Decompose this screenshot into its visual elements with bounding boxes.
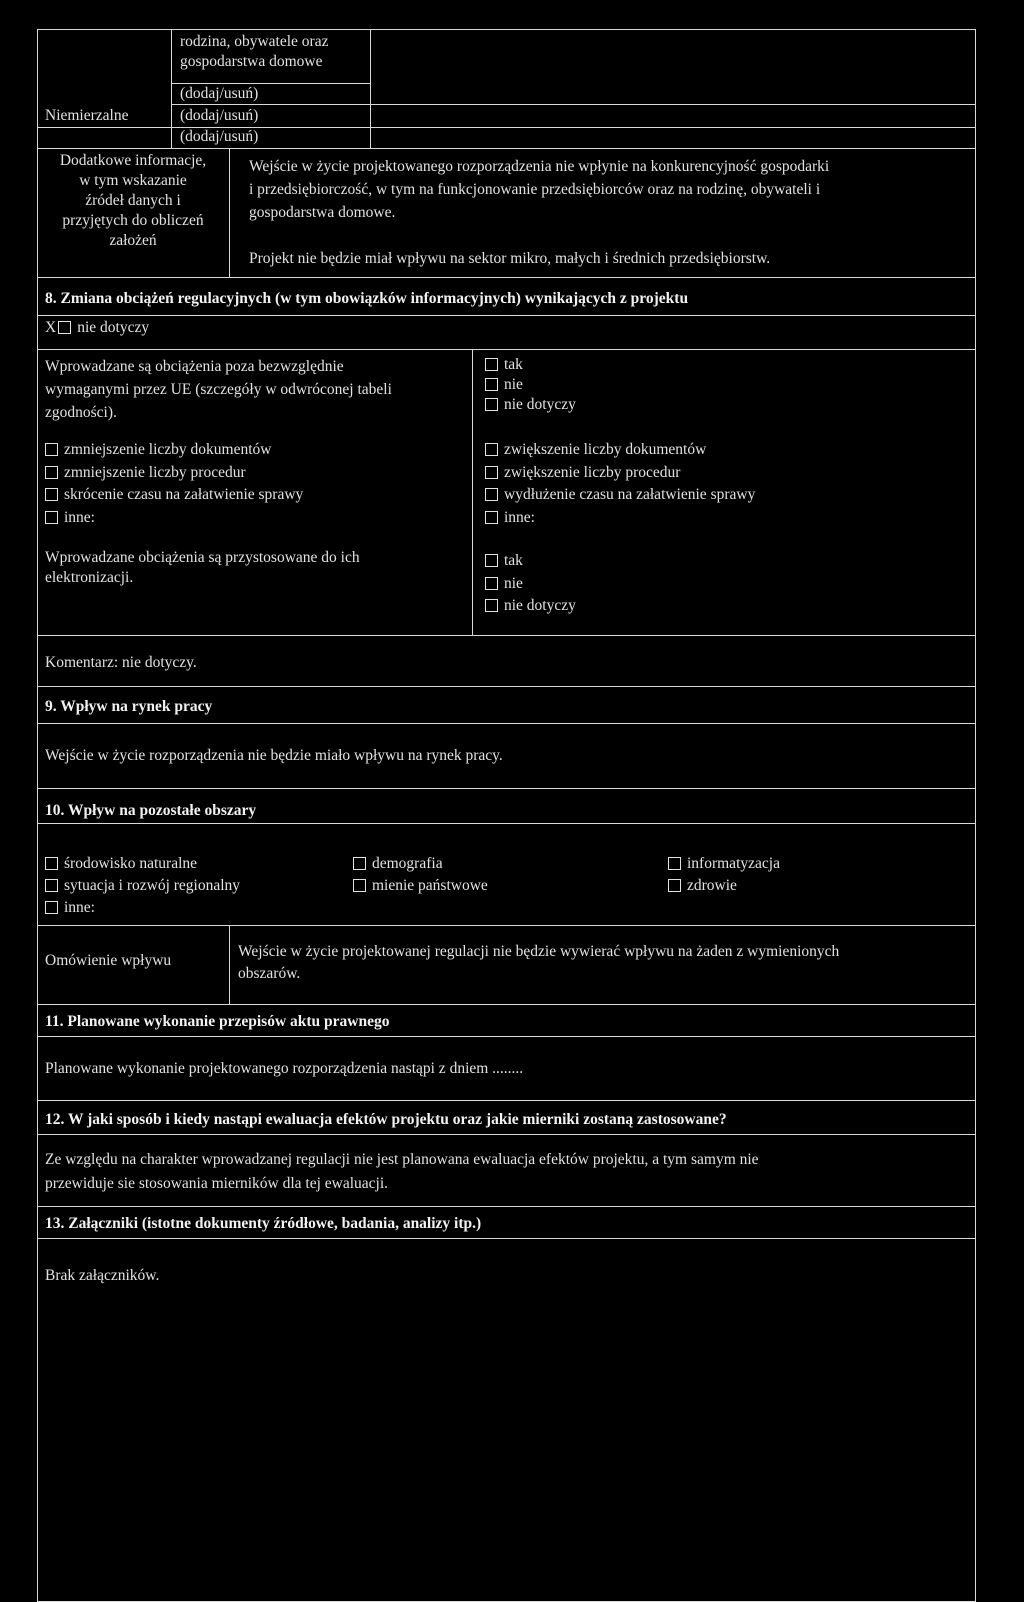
option-reduce-procedures[interactable]: zmniejszenie liczby procedur — [45, 462, 303, 485]
category-family-cell — [180, 32, 328, 72]
category-line: rodzina, obywatele oraz — [180, 33, 329, 50]
checkbox-icon[interactable] — [485, 443, 498, 456]
checkbox-icon[interactable] — [485, 599, 498, 612]
q2-question: Wprowadzane obciążenia są przystosowane do ich elektronizacji. — [45, 549, 360, 586]
checkbox-icon[interactable] — [45, 443, 58, 456]
not-applicable-option[interactable] — [45, 318, 149, 338]
option-nie-dotyczy[interactable]: nie dotyczy — [485, 395, 576, 415]
checkbox-icon[interactable] — [353, 879, 366, 892]
section-11-heading: 11. Planowane wykonanie przepisów aktu prawnego — [45, 1013, 390, 1030]
section-9-heading: 9. Wpływ na rynek pracy — [45, 698, 213, 715]
checkbox-icon[interactable] — [45, 879, 58, 892]
option-increase-procedures[interactable]: zwiększenie liczby procedur — [485, 462, 755, 485]
checkbox-icon[interactable] — [58, 321, 71, 334]
checkbox-icon[interactable] — [45, 857, 58, 870]
areas-column-1 — [45, 853, 240, 919]
sme-impact-text: Projekt nie będzie miał wpływu na sektor mikro, małych i średnich przedsiębiorstw. — [249, 250, 771, 267]
q2-options — [485, 550, 576, 618]
checkbox-icon[interactable] — [485, 511, 498, 524]
option-other[interactable]: inne: — [485, 507, 755, 530]
comment-text: Komentarz: nie dotyczy. — [45, 654, 197, 671]
checkbox-icon[interactable] — [353, 857, 366, 870]
checkbox-icon[interactable] — [668, 879, 681, 892]
increase-options — [485, 439, 755, 529]
impact-text: Wejście w życie projektowanej regulacji nie będzie wywierać wpływu na żaden z wymienionych obszarów. — [238, 943, 840, 982]
option-state-property[interactable]: mienie państwowe — [353, 875, 488, 897]
add-remove-link[interactable]: (dodaj/usuń) — [180, 128, 259, 145]
labor-market-text: Wejście w życie rozporządzenia nie będzie miało wpływu na rynek pracy. — [45, 747, 503, 764]
niemierzalne-label: Niemierzalne — [45, 107, 129, 124]
category-line: gospodarstwa domowe — [180, 53, 323, 70]
checkbox-icon[interactable] — [485, 554, 498, 567]
option-health[interactable]: zdrowie — [668, 875, 780, 897]
option-regional[interactable]: sytuacja i rozwój regionalny — [45, 875, 240, 897]
option-nie-dotyczy[interactable]: nie dotyczy — [485, 595, 576, 618]
impact-label: Omówienie wpływu — [45, 952, 172, 969]
checkbox-icon[interactable] — [45, 511, 58, 524]
section-13-heading: 13. Załączniki (istotne dokumenty źródłowe, badania, analizy itp.) — [45, 1215, 482, 1232]
option-nie[interactable]: nie — [485, 375, 576, 395]
checkbox-icon[interactable] — [485, 488, 498, 501]
q1-question: Wprowadzane są obciążenia poza bezwzględnie wymaganymi przez UE (szczegóły w odwróconej tabeli zgodności). — [45, 358, 392, 421]
option-nie[interactable]: nie — [485, 573, 576, 596]
checkbox-icon[interactable] — [485, 358, 498, 371]
areas-column-3 — [668, 853, 780, 897]
section-12-heading: 12. W jaki sposób i kiedy nastąpi ewaluacja efektów projektu oraz jakie mierniki zostaną zastosowane? — [45, 1111, 727, 1128]
reduce-options — [45, 439, 303, 529]
option-demography[interactable]: demografia — [353, 853, 488, 875]
areas-column-2 — [353, 853, 488, 897]
x-mark: X — [45, 319, 57, 336]
option-it[interactable]: informatyzacja — [668, 853, 780, 875]
option-tak[interactable]: tak — [485, 550, 576, 573]
checkbox-icon[interactable] — [668, 857, 681, 870]
checkbox-icon[interactable] — [485, 466, 498, 479]
option-reduce-docs[interactable]: zmniejszenie liczby dokumentów — [45, 439, 303, 462]
additional-info-text: Wejście w życie projektowanego rozporządzenia nie wpłynie na konkurencyjność gospodarki i przedsiębiorczość, w tym na funkcjonowanie przedsiębiorców oraz na rodzinę, obywateli i gospodarstwa domowe. — [249, 158, 830, 221]
option-environment[interactable]: środowisko naturalne — [45, 853, 240, 875]
option-shorten-time[interactable]: skrócenie czasu na załatwienie sprawy — [45, 484, 303, 507]
checkbox-icon[interactable] — [45, 901, 58, 914]
checkbox-icon[interactable] — [45, 466, 58, 479]
checkbox-icon[interactable] — [485, 378, 498, 391]
option-extend-time[interactable]: wydłużenie czasu na załatwienie sprawy — [485, 484, 755, 507]
attachments-text: Brak załączników. — [45, 1267, 160, 1284]
section-10-heading: 10. Wpływ na pozostałe obszary — [45, 802, 257, 819]
option-tak[interactable]: tak — [485, 355, 576, 375]
not-applicable-label: nie dotyczy — [77, 319, 150, 336]
evaluation-text: Ze względu na charakter wprowadzanej regulacji nie jest planowana ewaluacja efektów projektu, a tym samym nie przewiduje sie stosowania mierników dla tej ewaluacji. — [45, 1151, 759, 1192]
section-8-heading: 8. Zmiana obciążeń regulacyjnych (w tym obowiązków informacyjnych) wynikających z projektu — [45, 290, 689, 307]
implementation-text: Planowane wykonanie projektowanego rozporządzenia nastąpi z dniem ........ — [45, 1060, 524, 1077]
add-remove-link[interactable]: (dodaj/usuń) — [180, 107, 259, 124]
checkbox-icon[interactable] — [45, 488, 58, 501]
q1-options — [485, 355, 576, 415]
checkbox-icon[interactable] — [485, 398, 498, 411]
option-other[interactable]: inne: — [45, 507, 303, 530]
option-increase-docs[interactable]: zwiększenie liczby dokumentów — [485, 439, 755, 462]
add-remove-link[interactable]: (dodaj/usuń) — [180, 85, 259, 102]
additional-info-label: Dodatkowe informacje, w tym wskazanie źródeł danych i przyjętych do obliczeń założeń — [59, 152, 207, 249]
checkbox-icon[interactable] — [485, 577, 498, 590]
option-other[interactable]: inne: — [45, 897, 240, 919]
